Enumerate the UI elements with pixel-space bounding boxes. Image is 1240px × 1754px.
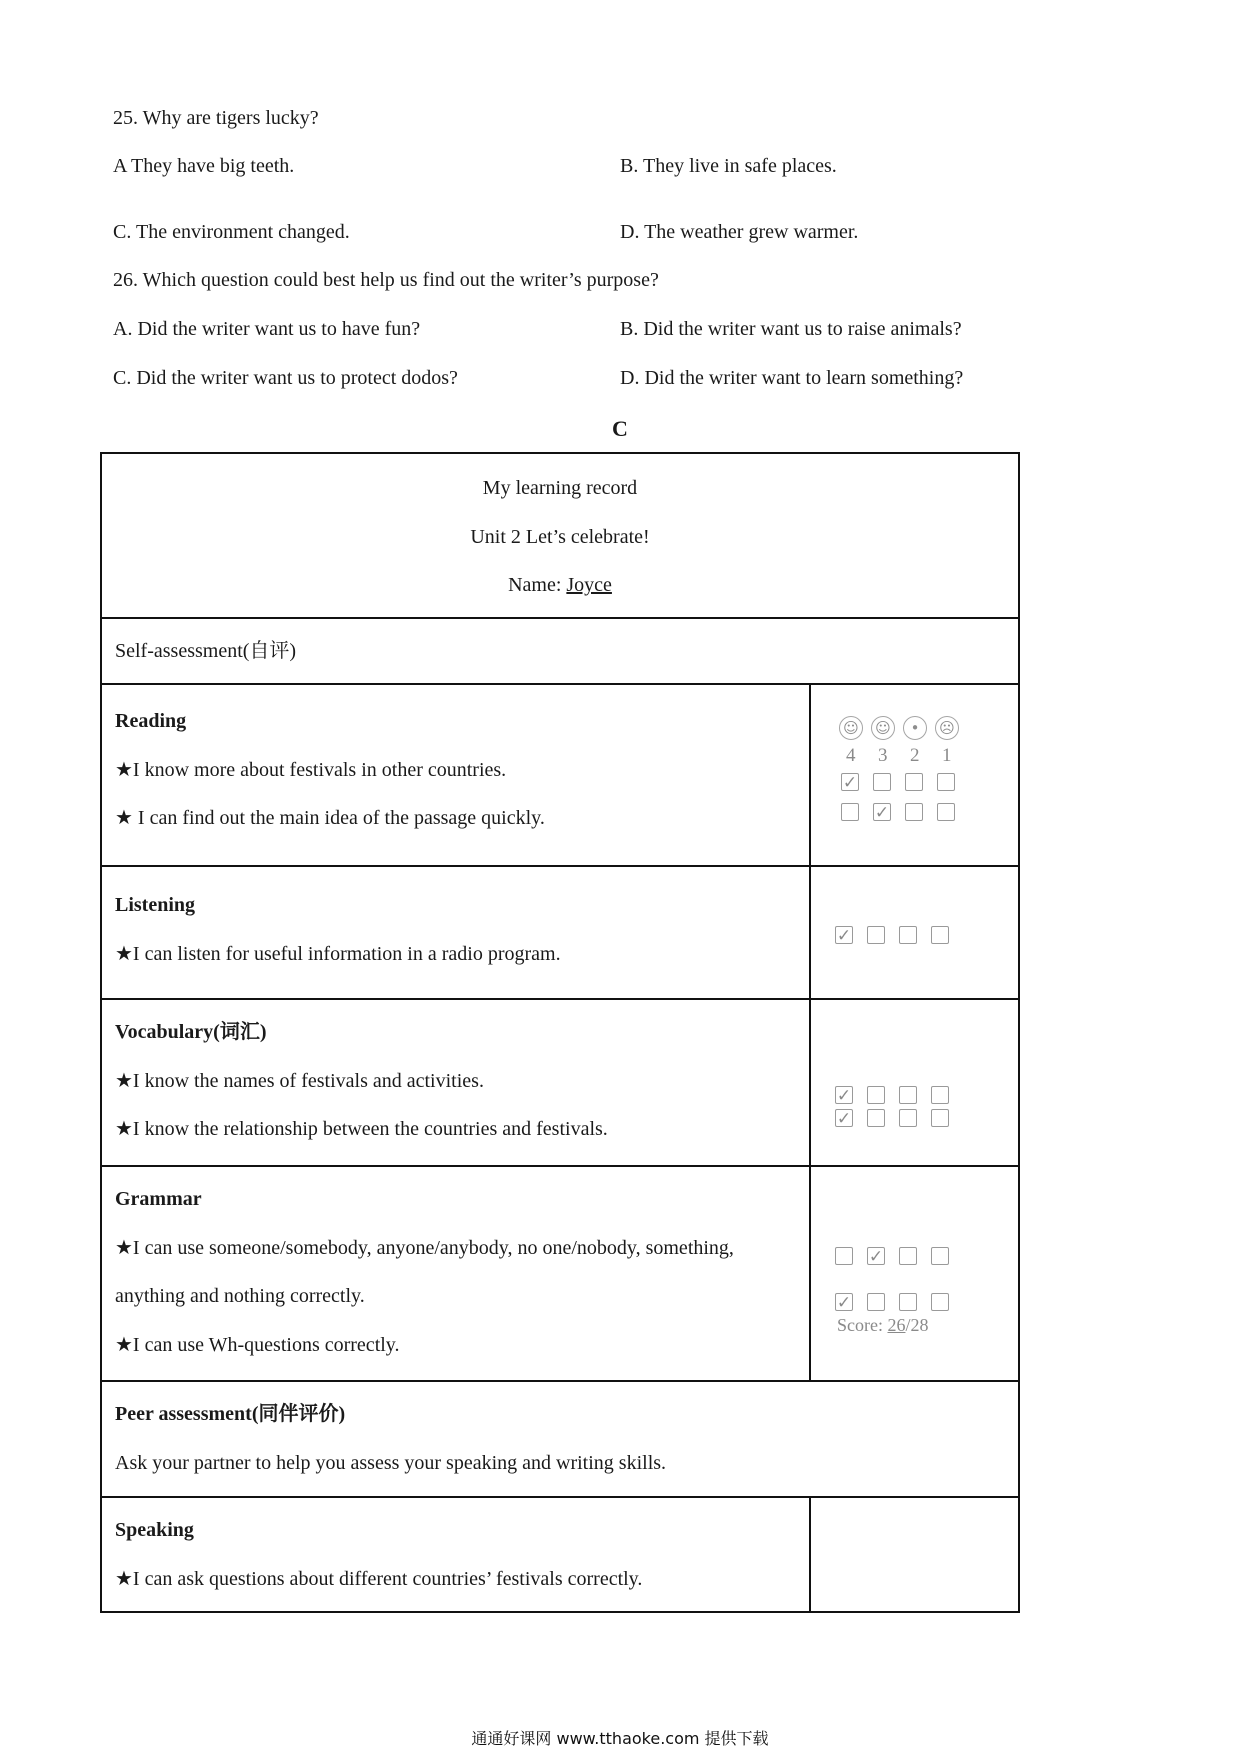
scale-1: 1 — [942, 745, 952, 766]
checkbox-vocabulary-2-4[interactable]: ✓ — [836, 1109, 852, 1128]
checkbox-reading-2-4[interactable] — [841, 803, 859, 821]
vocabulary-rating-cell — [810, 999, 1019, 1166]
vocabulary-item-2: ★I know the relationship between the countries and festivals. — [115, 1118, 608, 1140]
listening-item-1: ★I can listen for useful information in a radio program. — [115, 942, 561, 965]
checkbox-grammar-2-4[interactable]: ✓ — [836, 1293, 852, 1312]
q26-option-d: D. Did the writer want to learn something? — [620, 367, 964, 389]
checkbox-vocabulary-2-3[interactable] — [867, 1109, 885, 1127]
record-header — [101, 453, 1019, 618]
score: Score: 26/28 — [837, 1315, 929, 1335]
grammar-cell — [101, 1166, 810, 1381]
speaking-item-1: ★I can ask questions about different countries’ festivals correctly. — [115, 1567, 643, 1590]
neutral-face-icon: • — [903, 716, 927, 740]
checkbox-reading-2-2[interactable] — [905, 803, 923, 821]
q25-option-d: D. The weather grew warmer. — [620, 221, 859, 243]
grammar-heading: Grammar — [115, 1188, 202, 1210]
scale-3: 3 — [878, 745, 888, 766]
reading-item-1: ★I know more about festivals in other countries. — [115, 758, 507, 781]
vocabulary-item-1: ★I know the names of festivals and activities. — [115, 1069, 484, 1092]
checkbox-grammar-1-2[interactable] — [899, 1247, 917, 1265]
scale-4: 4 — [846, 745, 856, 766]
q26-option-a: A. Did the writer want us to have fun? — [113, 318, 421, 340]
q26-option-c: C. Did the writer want us to protect dodos? — [113, 367, 458, 389]
self-assessment-row — [101, 618, 1019, 684]
grammar-item-2: ★I can use Wh-questions correctly. — [115, 1333, 400, 1356]
vocabulary-heading: Vocabulary(词汇) — [115, 1021, 267, 1043]
record-unit: Unit 2 Let’s celebrate! — [470, 525, 650, 548]
self-assessment-label: Self-assessment(自评) — [115, 640, 297, 662]
checkbox-reading-1-1[interactable] — [937, 773, 955, 791]
smile-face-icon-3: ☺ — [871, 716, 895, 740]
peer-assessment-row — [101, 1381, 1019, 1497]
reading-item-2: ★ I can find out the main idea of the passage quickly. — [115, 807, 545, 829]
checkbox-reading-1-4[interactable]: ✓ — [842, 773, 858, 792]
sad-face-icon: ☹ — [935, 716, 959, 740]
scale-2: 2 — [910, 745, 920, 766]
listening-heading: Listening — [115, 894, 196, 916]
grammar-item-1: ★I can use someone/somebody, anyone/anybody, no one/nobody, something, — [115, 1236, 734, 1259]
q25-option-c: C. The environment changed. — [113, 221, 350, 243]
checkbox-vocabulary-2-1[interactable] — [931, 1109, 949, 1127]
listening-cell — [101, 866, 810, 999]
checkbox-grammar-2-2[interactable] — [899, 1293, 917, 1311]
checkbox-reading-2-1[interactable] — [937, 803, 955, 821]
reading-cell — [101, 684, 810, 866]
student-name: Joyce — [566, 574, 612, 596]
q26-option-b: B. Did the writer want us to raise animals? — [620, 318, 962, 340]
checkbox-listening-1-1[interactable] — [931, 926, 949, 944]
score-value: 26 — [887, 1315, 906, 1335]
checkbox-reading-2-3[interactable]: ✓ — [874, 803, 890, 822]
q25-option-a: A They have big teeth. — [113, 155, 295, 177]
checkbox-grammar-2-3[interactable] — [867, 1293, 885, 1311]
section-label: C — [612, 416, 628, 441]
reading-heading: Reading — [115, 710, 187, 732]
record-title: My learning record — [482, 477, 638, 499]
q26-stem: 26. Which question could best help us find out the writer’s purpose? — [113, 269, 659, 291]
speaking-cell — [101, 1497, 810, 1612]
checkbox-listening-1-3[interactable] — [867, 926, 885, 944]
checkbox-vocabulary-1-2[interactable] — [899, 1086, 917, 1104]
learning-record-table — [100, 452, 1020, 1613]
vocabulary-cell — [101, 999, 810, 1166]
checkbox-reading-1-3[interactable] — [873, 773, 891, 791]
checkbox-vocabulary-2-2[interactable] — [899, 1109, 917, 1127]
checkbox-vocabulary-1-3[interactable] — [867, 1086, 885, 1104]
footer-watermark: 通通好课网 www.tthaoke.com 提供下载 — [471, 1729, 769, 1748]
checkbox-listening-1-4[interactable]: ✓ — [836, 926, 852, 945]
checkbox-listening-1-2[interactable] — [899, 926, 917, 944]
peer-assessment-text: Ask your partner to help you assess your speaking and writing skills. — [115, 1451, 667, 1474]
checkbox-reading-1-2[interactable] — [905, 773, 923, 791]
record-name: Name: Joyce — [508, 574, 612, 596]
speaking-heading: Speaking — [115, 1519, 194, 1541]
checkbox-grammar-1-1[interactable] — [931, 1247, 949, 1265]
listening-rating-cell — [810, 866, 1019, 999]
speaking-rating-cell — [810, 1497, 1019, 1612]
checkbox-grammar-2-1[interactable] — [931, 1293, 949, 1311]
q25-stem: 25. Why are tigers lucky? — [113, 107, 319, 129]
grammar-rating-cell — [810, 1166, 1019, 1381]
checkbox-grammar-1-4[interactable] — [835, 1247, 853, 1265]
q25-option-b: B. They live in safe places. — [620, 155, 837, 177]
checkbox-grammar-1-3[interactable]: ✓ — [868, 1247, 884, 1266]
checkbox-vocabulary-1-4[interactable]: ✓ — [836, 1086, 852, 1105]
checkbox-vocabulary-1-1[interactable] — [931, 1086, 949, 1104]
smile-face-icon-4: ☺ — [839, 716, 863, 740]
peer-assessment-heading: Peer assessment(同伴评价) — [115, 1403, 346, 1425]
reading-rating-cell — [810, 684, 1019, 866]
grammar-item-1-cont: anything and nothing correctly. — [115, 1285, 365, 1307]
